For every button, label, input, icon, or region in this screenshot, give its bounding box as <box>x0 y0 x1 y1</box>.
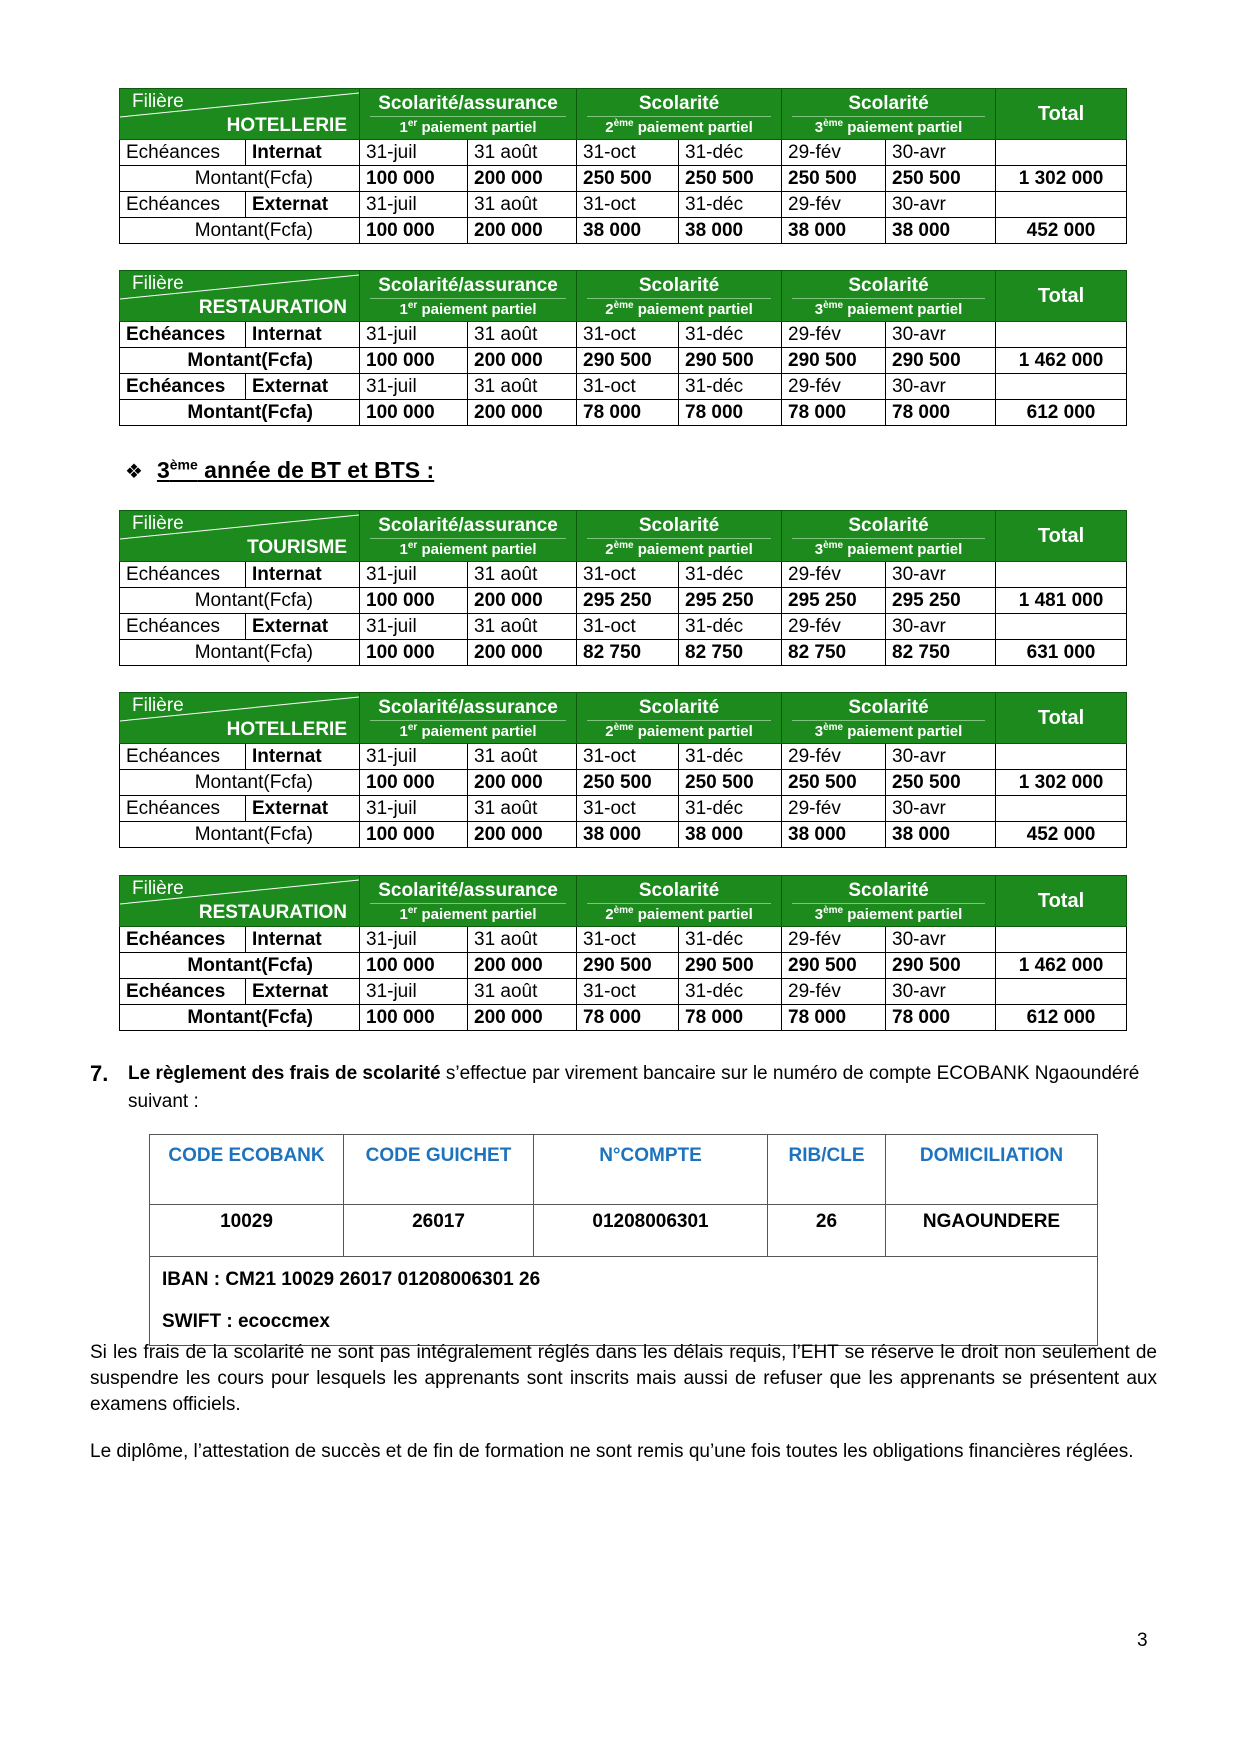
group-title: Scolarité/assurance <box>370 93 566 117</box>
table-cell: 200 000 <box>468 640 577 666</box>
group-title: Scolarité <box>587 697 771 721</box>
table-cell: 78 000 <box>679 400 782 426</box>
bank-value-rib: 26 <box>768 1205 886 1257</box>
table-row <box>120 218 1127 244</box>
table-row <box>120 348 1127 374</box>
row-label: Echéances <box>120 562 246 588</box>
iban: IBAN : CM21 10029 26017 01208006301 26 <box>162 1269 541 1290</box>
table-cell: 30-avr <box>886 614 996 640</box>
group-title: Scolarité/assurance <box>370 697 566 721</box>
group-subtitle: 1er paiement partiel <box>399 117 537 136</box>
table-cell: 250 500 <box>577 770 679 796</box>
filiere-name: TOURISME <box>247 537 347 558</box>
row-type: Internat <box>246 562 360 588</box>
table-cell: 38 000 <box>782 822 886 848</box>
table-row <box>120 588 1127 614</box>
table-cell: 31-déc <box>679 192 782 218</box>
group-subtitle: 2ème paiement partiel <box>605 117 753 136</box>
group-header-2 <box>577 693 782 744</box>
total-cell: 612 000 <box>996 1005 1127 1031</box>
table-cell: 30-avr <box>886 140 996 166</box>
row-label: Echéances <box>120 744 246 770</box>
group-header-3 <box>782 89 996 140</box>
table-cell: 31-déc <box>679 796 782 822</box>
table-cell: 78 000 <box>577 1005 679 1031</box>
diamond-bullet-icon: ❖ <box>125 460 143 483</box>
table-cell: 290 500 <box>886 953 996 979</box>
table-cell: 31-juil <box>360 140 468 166</box>
total-header: Total <box>996 511 1127 562</box>
filiere-label: Filière <box>132 91 184 112</box>
filiere-name: HOTELLERIE <box>226 115 347 136</box>
table-cell: 200 000 <box>468 770 577 796</box>
table-row <box>120 192 1127 218</box>
group-subtitle: 2ème paiement partiel <box>605 904 753 923</box>
row-label: Echéances <box>120 979 246 1005</box>
table-cell: 31-déc <box>679 140 782 166</box>
total-header: Total <box>996 89 1127 140</box>
iban-swift-cell <box>150 1257 1098 1346</box>
table-cell: 31-oct <box>577 614 679 640</box>
table-cell: 295 250 <box>679 588 782 614</box>
group-header-3 <box>782 511 996 562</box>
filiere-header-cell <box>120 89 360 140</box>
table-cell: 295 250 <box>782 588 886 614</box>
table-cell: 29-fév <box>782 192 886 218</box>
table-cell: 31-juil <box>360 927 468 953</box>
table-cell: 38 000 <box>577 822 679 848</box>
group-subtitle: 3ème paiement partiel <box>814 117 963 136</box>
total-cell <box>996 562 1127 588</box>
table-row <box>120 822 1127 848</box>
group-subtitle: 1er paiement partiel <box>399 299 537 318</box>
row-label: Echéances <box>120 614 246 640</box>
fee-table-restauration <box>119 270 1127 426</box>
table-cell: 29-fév <box>782 614 886 640</box>
table-cell: 200 000 <box>468 166 577 192</box>
group-header-2 <box>577 89 782 140</box>
table-cell: 200 000 <box>468 588 577 614</box>
total-cell: 1 481 000 <box>996 588 1127 614</box>
row-type: Externat <box>246 979 360 1005</box>
paragraph-diploma: Le diplôme, l’attestation de succès et de fin de formation ne sont remis qu’une fois toutes les obligations financières réglées. <box>90 1441 1134 1462</box>
total-cell: 452 000 <box>996 822 1127 848</box>
row-type: Externat <box>246 192 360 218</box>
table-row <box>120 744 1127 770</box>
row-type: Internat <box>246 927 360 953</box>
table-cell: 30-avr <box>886 374 996 400</box>
filiere-header-cell <box>120 693 360 744</box>
table-cell: 31-déc <box>679 374 782 400</box>
row-label: Montant(Fcfa) <box>120 588 360 614</box>
group-subtitle: 2ème paiement partiel <box>605 721 753 740</box>
page-number: 3 <box>1137 1630 1148 1651</box>
filiere-label: Filière <box>132 273 184 294</box>
bank-header-compte: N°COMPTE <box>534 1135 768 1205</box>
table-cell: 100 000 <box>360 640 468 666</box>
table-cell: 30-avr <box>886 979 996 1005</box>
total-cell <box>996 374 1127 400</box>
table-cell: 78 000 <box>577 400 679 426</box>
total-cell: 631 000 <box>996 640 1127 666</box>
table-cell: 200 000 <box>468 822 577 848</box>
total-cell <box>996 927 1127 953</box>
filiere-header-cell <box>120 876 360 927</box>
total-cell <box>996 192 1127 218</box>
row-label: Montant(Fcfa) <box>120 218 360 244</box>
row-label: Echéances <box>120 140 246 166</box>
table-cell: 29-fév <box>782 562 886 588</box>
row-type: Externat <box>246 374 360 400</box>
row-label: Montant(Fcfa) <box>120 770 360 796</box>
group-title: Scolarité <box>587 515 771 539</box>
table-cell: 200 000 <box>468 1005 577 1031</box>
table-cell: 100 000 <box>360 1005 468 1031</box>
filiere-label: Filière <box>132 695 184 716</box>
table-row <box>120 562 1127 588</box>
table-cell: 31-déc <box>679 562 782 588</box>
table-row <box>120 927 1127 953</box>
group-header-1 <box>360 511 577 562</box>
table-cell: 31-juil <box>360 374 468 400</box>
table-cell: 38 000 <box>782 218 886 244</box>
table-cell: 78 000 <box>782 1005 886 1031</box>
row-type: Internat <box>246 744 360 770</box>
swift: SWIFT : ecoccmex <box>162 1311 330 1332</box>
table-cell: 200 000 <box>468 348 577 374</box>
bank-value-domiciliation: NGAOUNDERE <box>886 1205 1098 1257</box>
total-header: Total <box>996 271 1127 322</box>
table-row <box>120 640 1127 666</box>
table-cell: 290 500 <box>577 348 679 374</box>
table-cell: 31-juil <box>360 979 468 1005</box>
table-cell: 100 000 <box>360 348 468 374</box>
group-header-3 <box>782 271 996 322</box>
filiere-label: Filière <box>132 513 184 534</box>
table-cell: 82 750 <box>886 640 996 666</box>
table-cell: 290 500 <box>679 348 782 374</box>
group-subtitle: 3ème paiement partiel <box>814 721 963 740</box>
table-cell: 31-oct <box>577 979 679 1005</box>
total-cell <box>996 140 1127 166</box>
table-cell: 290 500 <box>782 953 886 979</box>
table-cell: 200 000 <box>468 953 577 979</box>
row-label: Montant(Fcfa) <box>120 1005 360 1031</box>
table-row <box>120 796 1127 822</box>
row-label: Montant(Fcfa) <box>120 640 360 666</box>
bank-header-code-ecobank: CODE ECOBANK <box>150 1135 344 1205</box>
table-cell: 295 250 <box>577 588 679 614</box>
total-header: Total <box>996 876 1127 927</box>
row-type: Internat <box>246 140 360 166</box>
row-label: Montant(Fcfa) <box>120 348 360 374</box>
bank-header-code-guichet: CODE GUICHET <box>344 1135 534 1205</box>
bank-value-code-guichet: 26017 <box>344 1205 534 1257</box>
bank-value-compte: 01208006301 <box>534 1205 768 1257</box>
table-cell: 100 000 <box>360 400 468 426</box>
table-cell: 31 août <box>468 562 577 588</box>
section-heading <box>125 456 434 484</box>
table-cell: 250 500 <box>886 770 996 796</box>
table-cell: 100 000 <box>360 588 468 614</box>
table-row <box>120 953 1127 979</box>
group-header-1 <box>360 876 577 927</box>
row-label: Montant(Fcfa) <box>120 400 360 426</box>
table-cell: 30-avr <box>886 322 996 348</box>
table-cell: 290 500 <box>886 348 996 374</box>
group-header-1 <box>360 271 577 322</box>
row-label: Echéances <box>120 796 246 822</box>
total-cell: 452 000 <box>996 218 1127 244</box>
row-label: Montant(Fcfa) <box>120 166 360 192</box>
total-cell: 1 462 000 <box>996 348 1127 374</box>
group-subtitle: 1er paiement partiel <box>399 904 537 923</box>
total-cell <box>996 322 1127 348</box>
row-label: Montant(Fcfa) <box>120 953 360 979</box>
table-cell: 250 500 <box>782 166 886 192</box>
table-cell: 290 500 <box>577 953 679 979</box>
table-cell: 31 août <box>468 796 577 822</box>
table-cell: 29-fév <box>782 322 886 348</box>
point-number: 7. <box>90 1061 109 1086</box>
table-cell: 31 août <box>468 374 577 400</box>
table-cell: 29-fév <box>782 927 886 953</box>
table-cell: 29-fév <box>782 979 886 1005</box>
table-cell: 200 000 <box>468 400 577 426</box>
table-cell: 78 000 <box>886 400 996 426</box>
row-type: Internat <box>246 322 360 348</box>
row-label: Montant(Fcfa) <box>120 822 360 848</box>
table-cell: 31-oct <box>577 322 679 348</box>
filiere-name: HOTELLERIE <box>226 719 347 740</box>
row-type: Externat <box>246 796 360 822</box>
group-title: Scolarité <box>587 93 771 117</box>
row-label: Echéances <box>120 322 246 348</box>
total-cell <box>996 979 1127 1005</box>
group-title: Scolarité/assurance <box>370 515 566 539</box>
fee-table-restauration <box>119 875 1127 1031</box>
table-cell: 78 000 <box>782 400 886 426</box>
table-cell: 30-avr <box>886 192 996 218</box>
table-cell: 31-oct <box>577 140 679 166</box>
row-label: Echéances <box>120 192 246 218</box>
group-subtitle: 3ème paiement partiel <box>814 904 963 923</box>
table-cell: 100 000 <box>360 166 468 192</box>
group-header-2 <box>577 876 782 927</box>
table-cell: 38 000 <box>679 822 782 848</box>
group-header-3 <box>782 693 996 744</box>
total-cell: 1 302 000 <box>996 166 1127 192</box>
group-subtitle: 1er paiement partiel <box>399 539 537 558</box>
group-header-1 <box>360 693 577 744</box>
section-title: 3ème année de BT et BTS : <box>156 456 435 483</box>
table-cell: 82 750 <box>679 640 782 666</box>
table-row <box>120 374 1127 400</box>
payment-instruction <box>90 1060 1160 1116</box>
table-cell: 30-avr <box>886 744 996 770</box>
total-cell: 1 462 000 <box>996 953 1127 979</box>
fee-table-tourisme <box>119 510 1127 666</box>
table-cell: 31 août <box>468 979 577 1005</box>
table-cell: 31-déc <box>679 927 782 953</box>
table-cell: 250 500 <box>782 770 886 796</box>
filiere-name: RESTAURATION <box>198 902 347 923</box>
table-row <box>120 979 1127 1005</box>
table-cell: 31-juil <box>360 614 468 640</box>
table-cell: 250 500 <box>886 166 996 192</box>
group-subtitle: 2ème paiement partiel <box>605 539 753 558</box>
table-cell: 30-avr <box>886 796 996 822</box>
table-cell: 31-déc <box>679 744 782 770</box>
table-cell: 31 août <box>468 322 577 348</box>
group-header-2 <box>577 511 782 562</box>
table-row <box>120 322 1127 348</box>
table-cell: 31-déc <box>679 614 782 640</box>
table-cell: 29-fév <box>782 744 886 770</box>
fee-table-hotellerie <box>119 692 1127 848</box>
table-cell: 31 août <box>468 927 577 953</box>
table-cell: 31 août <box>468 744 577 770</box>
total-cell <box>996 796 1127 822</box>
table-cell: 31 août <box>468 192 577 218</box>
paragraph-payment-conditions: Si les frais de la scolarité ne sont pas intégralement réglés dans les délais requis, l’EHT se réserve le droit non seulement de suspendre les cours pour lesquels les apprenants sont inscrits mais aussi de refuser que les apprenants se présentent aux examens officiels. <box>90 1342 1157 1415</box>
group-title: Scolarité <box>792 93 985 117</box>
table-cell: 31-juil <box>360 796 468 822</box>
group-title: Scolarité <box>792 697 985 721</box>
row-label: Echéances <box>120 927 246 953</box>
table-cell: 100 000 <box>360 953 468 979</box>
table-cell: 100 000 <box>360 770 468 796</box>
table-cell: 82 750 <box>782 640 886 666</box>
table-cell: 295 250 <box>886 588 996 614</box>
group-header-3 <box>782 876 996 927</box>
table-cell: 250 500 <box>679 770 782 796</box>
group-title: Scolarité/assurance <box>370 275 566 299</box>
table-cell: 31-déc <box>679 322 782 348</box>
table-cell: 100 000 <box>360 822 468 848</box>
table-cell: 31-juil <box>360 192 468 218</box>
bank-header-rib: RIB/CLE <box>768 1135 886 1205</box>
table-cell: 78 000 <box>886 1005 996 1031</box>
group-title: Scolarité/assurance <box>370 880 566 904</box>
table-row <box>120 166 1127 192</box>
table-cell: 250 500 <box>679 166 782 192</box>
group-title: Scolarité <box>587 880 771 904</box>
table-cell: 31-juil <box>360 562 468 588</box>
filiere-label: Filière <box>132 878 184 899</box>
table-cell: 31-juil <box>360 744 468 770</box>
group-title: Scolarité <box>792 880 985 904</box>
group-subtitle: 2ème paiement partiel <box>605 299 753 318</box>
total-cell <box>996 614 1127 640</box>
table-row <box>120 1005 1127 1031</box>
group-title: Scolarité <box>587 275 771 299</box>
row-type: Externat <box>246 614 360 640</box>
table-cell: 31-juil <box>360 322 468 348</box>
bank-details-table <box>149 1134 1098 1346</box>
table-row <box>120 770 1127 796</box>
table-cell: 38 000 <box>886 822 996 848</box>
table-cell: 31-oct <box>577 927 679 953</box>
group-subtitle: 3ème paiement partiel <box>814 539 963 558</box>
table-cell: 31-oct <box>577 796 679 822</box>
table-cell: 30-avr <box>886 562 996 588</box>
table-cell: 82 750 <box>577 640 679 666</box>
bank-value-code-ecobank: 10029 <box>150 1205 344 1257</box>
total-cell: 1 302 000 <box>996 770 1127 796</box>
table-cell: 38 000 <box>679 218 782 244</box>
table-cell: 38 000 <box>577 218 679 244</box>
table-cell: 31-oct <box>577 744 679 770</box>
table-cell: 29-fév <box>782 140 886 166</box>
group-subtitle: 3ème paiement partiel <box>814 299 963 318</box>
table-cell: 29-fév <box>782 796 886 822</box>
table-cell: 31 août <box>468 614 577 640</box>
total-cell: 612 000 <box>996 400 1127 426</box>
table-row <box>120 614 1127 640</box>
group-title: Scolarité <box>792 275 985 299</box>
table-cell: 250 500 <box>577 166 679 192</box>
table-cell: 31-oct <box>577 374 679 400</box>
table-cell: 78 000 <box>679 1005 782 1031</box>
table-cell: 30-avr <box>886 927 996 953</box>
table-row <box>120 140 1127 166</box>
fee-table-hotellerie <box>119 88 1127 244</box>
filiere-name: RESTAURATION <box>198 297 347 318</box>
filiere-header-cell <box>120 271 360 322</box>
table-row <box>120 400 1127 426</box>
total-header: Total <box>996 693 1127 744</box>
row-label: Echéances <box>120 374 246 400</box>
table-cell: 31-déc <box>679 979 782 1005</box>
table-cell: 38 000 <box>886 218 996 244</box>
group-title: Scolarité <box>792 515 985 539</box>
table-cell: 29-fév <box>782 374 886 400</box>
filiere-header-cell <box>120 511 360 562</box>
table-cell: 31 août <box>468 140 577 166</box>
table-cell: 31-oct <box>577 562 679 588</box>
table-cell: 200 000 <box>468 218 577 244</box>
table-cell: 31-oct <box>577 192 679 218</box>
table-cell: 290 500 <box>679 953 782 979</box>
point-text: Le règlement des frais de scolarité s’effectue par virement bancaire sur le numéro de compte ECOBANK Ngaoundéré suivant : <box>128 1063 1140 1112</box>
total-cell <box>996 744 1127 770</box>
group-header-2 <box>577 271 782 322</box>
table-cell: 290 500 <box>782 348 886 374</box>
table-cell: 100 000 <box>360 218 468 244</box>
bank-header-domiciliation: DOMICILIATION <box>886 1135 1098 1205</box>
group-header-1 <box>360 89 577 140</box>
group-subtitle: 1er paiement partiel <box>399 721 537 740</box>
